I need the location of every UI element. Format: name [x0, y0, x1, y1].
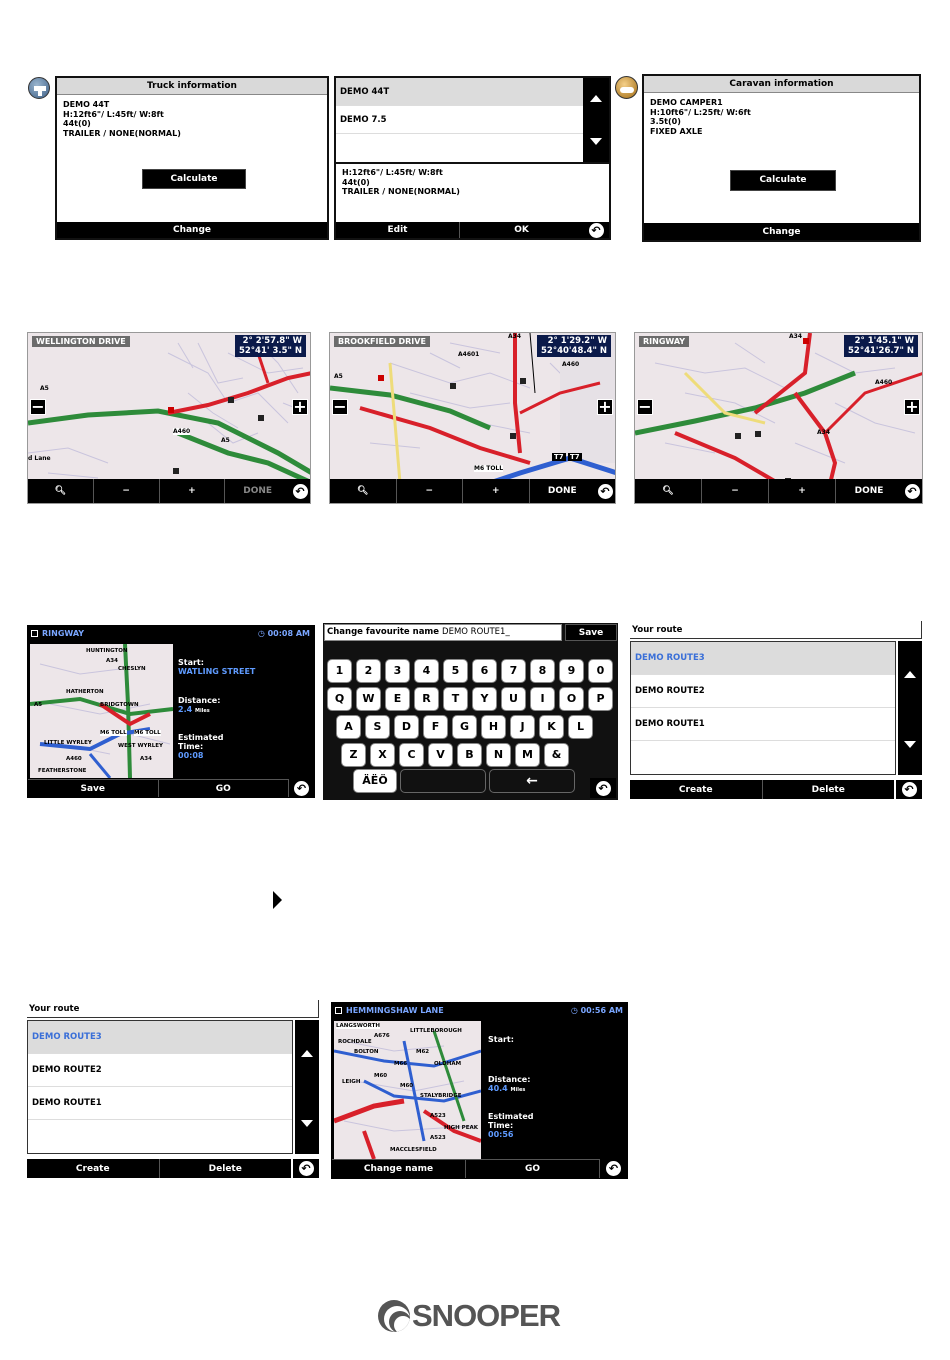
key-0[interactable]: 0 — [588, 659, 613, 683]
map-label: M62 — [416, 1049, 430, 1055]
map-label: BOLTON — [354, 1049, 379, 1055]
snooper-logo-text: SNOOPER — [412, 1298, 561, 1333]
map-label: HUNTINGTON — [86, 648, 128, 654]
done-button[interactable]: DONE — [547, 486, 577, 496]
back-icon: ↶ — [596, 781, 611, 796]
done-button[interactable]: DONE — [243, 486, 273, 496]
route-clock: ◷ 00:56 AM — [570, 1006, 623, 1015]
road-label: T7 — [570, 453, 580, 461]
map-label: M60 — [400, 1083, 414, 1089]
back-icon: ↶ — [902, 782, 917, 797]
scroll-down-icon[interactable] — [301, 1120, 313, 1127]
map-toolbar — [635, 479, 902, 503]
change-button[interactable]: Change — [762, 226, 801, 237]
route-item[interactable]: DEMO ROUTE1 — [631, 708, 895, 741]
delete-button[interactable]: Delete — [811, 784, 845, 795]
back-button[interactable] — [595, 479, 615, 503]
coordinates: 2° 2'57.8" W 52°41' 3.5" N — [235, 335, 306, 357]
caravan-details: DEMO CAMPER1 H:10ft6"/ L:25ft/ W:6ft 3.5t(0) FIXED AXLE — [650, 98, 751, 136]
map-view-1[interactable] — [27, 332, 311, 504]
map-label: A523 — [430, 1135, 446, 1141]
caravan-icon — [615, 76, 638, 99]
back-button[interactable] — [293, 1159, 319, 1178]
map-label: A523 — [430, 1113, 446, 1119]
edit-button[interactable]: Edit — [336, 222, 460, 238]
flag-icon — [31, 630, 38, 637]
route-item[interactable]: DEMO ROUTE2 — [28, 1054, 292, 1087]
back-button[interactable] — [290, 479, 310, 503]
caravan-bottom-bar — [644, 223, 919, 240]
map-label: MACCLESFIELD — [390, 1147, 437, 1153]
back-icon: ↶ — [293, 484, 308, 499]
key-d[interactable]: D — [394, 715, 419, 739]
map-toolbar — [330, 479, 595, 503]
map-label: A676 — [374, 1033, 390, 1039]
route-map — [334, 1021, 481, 1159]
key-3[interactable]: 3 — [385, 659, 410, 683]
route-bottom-bar — [630, 780, 894, 799]
key-t[interactable]: T — [443, 687, 468, 711]
back-button[interactable] — [896, 780, 922, 799]
key-5[interactable]: 5 — [443, 659, 468, 683]
caravan-info-panel — [642, 74, 921, 242]
space-key[interactable] — [400, 769, 486, 793]
caravan-info-title: Caravan information — [644, 76, 919, 93]
zoom-out-icon[interactable]: − — [333, 397, 347, 416]
road-label: A34 — [817, 429, 830, 436]
plus-icon[interactable]: + — [463, 479, 530, 503]
route-item[interactable]: DEMO ROUTE3 — [631, 642, 895, 675]
road-label: A5 — [334, 373, 343, 380]
map-view-3[interactable] — [634, 332, 923, 504]
plus-icon[interactable]: + — [769, 479, 836, 503]
key-a[interactable]: A — [336, 715, 361, 739]
map-label: FEATHERSTONE — [38, 768, 87, 774]
road-label: A460 — [173, 428, 191, 435]
map-label: LITTLE WYRLEY — [44, 740, 92, 746]
name-field[interactable]: Change favourite name DEMO ROUTE1_ — [324, 624, 562, 641]
key-o[interactable]: O — [559, 687, 584, 711]
map-label: M6 TOLL — [100, 730, 127, 736]
change-button[interactable]: Change — [172, 225, 212, 235]
save-button[interactable]: Save — [565, 624, 617, 641]
coordinates: 2° 1'45.1" W 52°41'26.7" N — [844, 335, 918, 357]
map-toolbar — [28, 479, 290, 503]
vehicle-details: H:12ft6"/ L:45ft/ W:8ft 44t(0) TRAILER / NONE(NORMAL) — [336, 162, 609, 222]
key-y[interactable]: Y — [472, 687, 497, 711]
key-v[interactable]: V — [428, 743, 453, 767]
map-label: BRIDGTOWN — [100, 702, 139, 708]
your-route-title: Your route — [27, 1000, 319, 1018]
coordinates: 2° 1'29.2" W 52°40'48.4" N — [537, 335, 611, 357]
map-label: LITTLEBOROUGH — [410, 1028, 462, 1034]
snooper-logo — [378, 1298, 560, 1334]
route-bottom-bar — [27, 1159, 291, 1178]
key-q[interactable]: Q — [327, 687, 352, 711]
map-label: CHESLYN — [118, 666, 146, 672]
save-button[interactable]: Save — [28, 780, 159, 797]
scroll-up-icon[interactable] — [590, 95, 602, 102]
magnify-icon[interactable]: 🔍︎ — [330, 479, 397, 503]
plus-icon[interactable]: + — [160, 479, 226, 503]
keyboard-screen — [323, 623, 618, 800]
list-scroll-column — [898, 641, 922, 775]
ok-button[interactable]: OK — [514, 225, 529, 235]
road-label: A5 — [40, 385, 49, 392]
back-button[interactable] — [590, 778, 616, 798]
your-route-panel-2 — [27, 1000, 319, 1178]
back-icon: ↶ — [294, 781, 309, 796]
special-chars-key[interactable]: ÄËÖ — [353, 769, 397, 793]
key-p[interactable]: P — [588, 687, 613, 711]
vehicle-bottom-bar — [336, 222, 583, 238]
key-w[interactable]: W — [356, 687, 381, 711]
road-label: T7 — [554, 453, 564, 461]
road-label: A460 — [562, 361, 580, 368]
key-b[interactable]: B — [457, 743, 482, 767]
map-label: ROCHDALE — [338, 1039, 372, 1045]
truck-info-title: Truck information — [57, 78, 327, 95]
road-label: d Lane — [28, 455, 51, 462]
map-label: LEIGH — [342, 1079, 361, 1085]
map-label: HATHERTON — [66, 689, 104, 695]
map-label: A460 — [66, 756, 82, 762]
key-i[interactable]: I — [530, 687, 555, 711]
map-label: STALYBRIDGE — [420, 1093, 462, 1099]
key-f[interactable]: F — [423, 715, 448, 739]
map-label: M60 — [374, 1073, 388, 1079]
back-button[interactable] — [902, 479, 922, 503]
key-c[interactable]: C — [399, 743, 424, 767]
backspace-key[interactable]: ← — [489, 769, 575, 793]
your-route-title: Your route — [630, 621, 922, 639]
key-r[interactable]: R — [414, 687, 439, 711]
route-clock: ◷ 00:08 AM — [257, 629, 310, 638]
list-scroll-column — [583, 78, 609, 162]
back-icon: ↶ — [905, 484, 920, 499]
route-street: HEMMINGSHAW LANE — [332, 1003, 627, 1019]
street-label: BROOKFIELD DRIVE — [334, 336, 430, 347]
route-summary-1 — [27, 625, 315, 798]
key-h[interactable]: H — [481, 715, 506, 739]
key-9[interactable]: 9 — [559, 659, 584, 683]
back-button[interactable] — [599, 1159, 627, 1178]
key-4[interactable]: 4 — [414, 659, 439, 683]
scroll-down-icon[interactable] — [590, 138, 602, 145]
calculate-button[interactable]: Calculate — [142, 169, 246, 189]
back-button[interactable] — [583, 222, 609, 238]
route-bottom-bar — [28, 779, 288, 797]
key-6[interactable]: 6 — [472, 659, 497, 683]
create-button[interactable]: Create — [630, 780, 763, 799]
key-g[interactable]: G — [452, 715, 477, 739]
road-label: A4601 — [458, 351, 480, 358]
zoom-in-icon[interactable]: + — [905, 397, 919, 416]
map-label: A34 — [140, 756, 152, 762]
magnify-icon[interactable]: 🔍︎ — [635, 479, 702, 503]
key-8[interactable]: 8 — [530, 659, 555, 683]
truck-info-panel — [55, 76, 329, 240]
route-item[interactable]: DEMO ROUTE1 — [28, 1087, 292, 1120]
map-label: OLDHAM — [434, 1061, 462, 1067]
back-icon: ↶ — [598, 484, 613, 499]
truck-bottom-bar — [57, 222, 327, 238]
key-1[interactable]: 1 — [327, 659, 352, 683]
scroll-up-icon[interactable] — [904, 671, 916, 678]
go-button[interactable]: GO — [215, 783, 231, 794]
key-2[interactable]: 2 — [356, 659, 381, 683]
map-label: M6 TOLL — [134, 730, 161, 736]
zoom-out-icon[interactable]: − — [638, 397, 652, 416]
map-label: LANGSWORTH — [336, 1023, 380, 1029]
map-label: HIGH PEAK — [444, 1125, 478, 1131]
scroll-up-icon[interactable] — [301, 1050, 313, 1057]
minus-icon[interactable]: − — [702, 479, 769, 503]
map-label: M66 — [394, 1061, 408, 1067]
back-button[interactable] — [288, 779, 314, 797]
key-l[interactable]: L — [568, 715, 593, 739]
road-label: A5 — [221, 437, 230, 444]
scroll-down-icon[interactable] — [904, 741, 916, 748]
key-z[interactable]: Z — [341, 743, 366, 767]
snooper-logo-icon — [378, 1300, 410, 1332]
done-button[interactable]: DONE — [854, 486, 884, 496]
road-label: A460 — [875, 379, 893, 386]
route-item[interactable]: DEMO ROUTE2 — [631, 675, 895, 708]
calculate-button[interactable]: Calculate — [730, 170, 836, 191]
vehicle-item[interactable]: DEMO 7.5 — [336, 106, 583, 134]
route-info: Start: Distance: 40.4 Miles Estimated Time: 00:56 — [488, 1035, 534, 1139]
vehicle-item[interactable]: DEMO 44T — [336, 78, 583, 106]
route-info: Start: WATLING STREET Distance: 2.4 Miles Estimated Time: 00:08 — [178, 658, 256, 760]
delete-button[interactable]: Delete — [208, 1163, 242, 1174]
route-item[interactable]: DEMO ROUTE3 — [28, 1021, 292, 1054]
zoom-out-icon[interactable]: − — [31, 397, 45, 416]
truck-details: DEMO 44T H:12ft6"/ L:45ft/ W:8ft 44t(0) TRAILER / NONE(NORMAL) — [63, 100, 181, 138]
back-icon: ↶ — [299, 1161, 314, 1176]
street-label: WELLINGTON DRIVE — [32, 336, 130, 347]
create-button[interactable]: Create — [27, 1159, 160, 1178]
road-label: A34 — [789, 333, 802, 340]
zoom-in-icon[interactable]: + — [598, 397, 612, 416]
street-label: RINGWAY — [639, 336, 689, 347]
zoom-in-icon[interactable]: + — [293, 397, 307, 416]
minus-icon[interactable]: − — [397, 479, 464, 503]
key-&[interactable]: & — [544, 743, 569, 767]
minus-icon[interactable]: − — [94, 479, 160, 503]
map-label: A34 — [106, 658, 118, 664]
change-name-button[interactable]: Change name — [332, 1160, 466, 1178]
next-step-arrow-icon — [273, 891, 282, 909]
map-view-2[interactable] — [329, 332, 616, 504]
route-map — [30, 644, 173, 778]
key-u[interactable]: U — [501, 687, 526, 711]
back-icon: ↶ — [589, 223, 604, 238]
map-label: WEST WYRLEY — [118, 743, 163, 749]
your-route-panel-1 — [630, 621, 922, 799]
map-label: A5 — [34, 702, 43, 708]
key-k[interactable]: K — [539, 715, 564, 739]
route-street: RINGWAY — [28, 626, 314, 642]
flag-icon — [335, 1007, 342, 1014]
road-label: A34 — [508, 333, 521, 340]
go-button[interactable]: GO — [524, 1164, 541, 1174]
road-label: M6 TOLL — [474, 465, 504, 472]
magnify-icon[interactable]: 🔍︎ — [28, 479, 94, 503]
key-j[interactable]: J — [510, 715, 535, 739]
key-s[interactable]: S — [365, 715, 390, 739]
key-e[interactable]: E — [385, 687, 410, 711]
vehicle-list-panel — [334, 76, 611, 240]
truck-icon — [28, 77, 50, 99]
key-7[interactable]: 7 — [501, 659, 526, 683]
key-n[interactable]: N — [486, 743, 511, 767]
list-scroll-column — [295, 1020, 319, 1154]
route-bottom-bar — [332, 1159, 599, 1178]
key-x[interactable]: X — [370, 743, 395, 767]
route-summary-2 — [331, 1002, 628, 1179]
key-m[interactable]: M — [515, 743, 540, 767]
back-icon: ↶ — [606, 1161, 621, 1176]
